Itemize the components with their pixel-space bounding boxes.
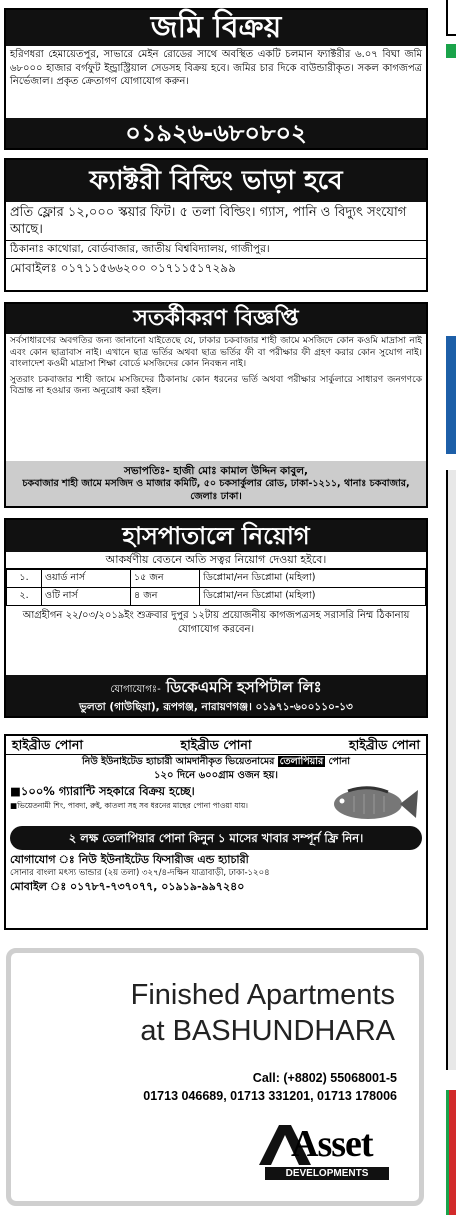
- asset-line2: at BASHUNDHARA: [140, 1015, 395, 1047]
- fish-fry-bullet2-text: ভিয়েতনামী শিং, পাবদা, রুই, কাতলা সহ সব ধরনের মাছের পোনা পাওয়া যায়।: [17, 801, 248, 810]
- job-count: ১৫ জন: [131, 570, 200, 588]
- fish-fry-line1b: তেলাপিয়ার: [279, 756, 324, 767]
- strip-red: [446, 1090, 456, 1215]
- hospital-title: হাসপাতালে নিয়োগ: [6, 520, 426, 552]
- hospital-jobs-table: [6, 569, 426, 606]
- job-no: ১.: [7, 570, 42, 588]
- strip-blue: [446, 336, 456, 454]
- fish-fry-bullet1: ■১০০% গ্যারান্টি সহকারে বিক্রয় হচ্ছে।: [10, 784, 195, 798]
- fish-fry-bullets: [6, 782, 426, 826]
- job-count: ৪ জন: [131, 588, 200, 606]
- asset-phones: 01713 046689, 01713 331201, 01713 178006: [143, 1089, 397, 1103]
- factory-rent-address: ঠিকানাঃ কাথোরা, বোর্ডবাজার, জাতীয় বিশ্ববিদ্যালয়, গাজীপুর।: [6, 240, 426, 258]
- fish-fry-head: [6, 736, 426, 754]
- hospital-contact-label: যোগাযোগঃ-: [110, 684, 161, 695]
- adjacent-column-strip: [446, 0, 456, 1215]
- job-qual: ডিপ্লোমা/নন ডিপ্লোমা (মহিলা): [200, 588, 426, 606]
- land-sale-ad: [4, 8, 428, 150]
- hospital-contact: [10, 677, 422, 700]
- hospital-intro: আকর্ষণীয় বেতনে অতি সত্বর নিয়োগ দেওয়া হইবে।: [6, 552, 426, 569]
- strip-grey-panel: [446, 470, 456, 1070]
- asset-line1: Finished Apartments: [130, 979, 395, 1011]
- factory-rent-ad: [4, 158, 428, 292]
- hospital-address: ভুলতা (গাউছিয়া), রূপগঞ্জ, নারায়ণগঞ্জ। ০১৯৭১-৬০০১১০-১৩: [79, 701, 353, 713]
- land-sale-phone: ০১৯২৬-৬৮০৮০২: [6, 118, 426, 148]
- fish-fry-line1: [6, 754, 426, 769]
- fish-fry-line2: ১২০ দিনে ৬০০গ্রাম ওজন হয়।: [154, 770, 278, 781]
- asset-apartment-ad: [6, 948, 424, 1206]
- fish-fry-head-1: হাইব্রীড পোনা: [12, 737, 83, 752]
- factory-rent-line1: প্রতি ফ্লোর ১২,০০০ স্কয়ার ফিট। ৫ তলা বিল্ডিং। গ্যাস, পানি ও বিদ্যুৎ সংযোগ আছে।: [10, 205, 407, 237]
- asset-logo-text: Asset: [291, 1123, 373, 1165]
- asset-logo-sub: DEVELOPMENTS: [265, 1167, 389, 1180]
- fish-fry-line1a: নিউ ইউনাইটেড হ্যাচারী আমদানীকৃত ভিয়েতনামের: [81, 756, 275, 767]
- job-qual: ডিপ্লোমা/নন ডিপ্লোমা (মহিলা): [200, 570, 426, 588]
- strip-green: [446, 44, 456, 58]
- fish-fry-ad: [4, 734, 428, 930]
- warning-notice-title: সতর্কীকরণ বিজ্ঞপ্তি: [6, 304, 426, 334]
- warning-notice-signer: সভাপতিঃ- হাজী মোঃ কামাল উদ্দিন কাবুল,: [123, 465, 309, 477]
- strip-top-frame: [446, 0, 456, 36]
- job-no: ২.: [7, 588, 42, 606]
- fish-fry-contact: যোগাযোগ ঃ নিউ ইউনাইটেড ফিসারীজ এন্ড হ্যাচারী: [10, 853, 249, 866]
- asset-logo: [257, 1121, 389, 1185]
- job-post: ওয়ার্ড নার্স: [42, 570, 131, 588]
- hospital-recruitment-ad: [4, 518, 428, 718]
- warning-notice-body1: সর্বসাধারণের অবগতির জন্য জানানো যাইতেছে যে, ঢাকার চকবাজার শাহী জামে মসজিদে কোন কওমি মাদ্রাসা নাই এবং কোন ছাত্রাবাস নাই। এখানে ছাত্র ভর্তির অথবা ছাত্র ভর্তির ফী বা পরীক্ষার ফী গ্রহণ করার কোন সুযোগ নাই। বাংলাদেশ কওমী মাদ্রাসা শিক্ষা বোর্ডে মসজিদের কোন নিবন্ধন নাই।: [10, 336, 422, 369]
- hospital-contact-name: ডিকেএমসি হসপিটাল লিঃ: [165, 678, 322, 696]
- factory-rent-mobile: মোবাইলঃ ০১৭১১৫৬৬২০০ ০১৭১১৫১৭২৯৯: [6, 258, 426, 278]
- job-post: ওটি নার্স: [42, 588, 131, 606]
- land-sale-title: জমি বিক্রয়: [6, 10, 426, 46]
- hospital-contact-band: [6, 675, 426, 716]
- fish-fry-bullet1-text: ১০০% গ্যারান্টি সহকারে বিক্রয় হচ্ছে।: [20, 784, 195, 798]
- warning-notice-ad: [4, 302, 428, 508]
- land-sale-body: হরিণধরা হেমায়েতপুর, সাভারে মেইন রোডের সাথে অবস্থিত একটি চলমান ফ্যাক্টরীর ৬.০৭ বিঘা জমি ৬৮০০০ হাজার বর্গফুট ইন্ড্রাস্ট্রিয়াল সেডসহ বিক্রয় হবে। জমির চার দিকে বাউন্ডারীকৃত। সকল কাগজপত্র নির্ভেজাল। প্রকৃত ক্রেতাগণ যোগাযোগ করুন।: [10, 49, 422, 87]
- warning-notice-org: চকবাজার শাহী জামে মসজিদ ও মাজার কমিটি, ৫০ চকসার্কুলার রোড, ঢাকা-১২১১, থানাঃ চকবাজার, জেলাঃ ঢাকা।: [22, 478, 410, 502]
- fish-fry-bullet2: ■ভিয়েতনামী শিং, পাবদা, রুই, কাতলা সহ সব ধরনের মাছের পোনা পাওয়া যায়।: [10, 801, 248, 810]
- asset-call: Call: (+8802) 55068001-5: [252, 1071, 397, 1085]
- table-row: [7, 570, 426, 588]
- fish-fry-head-3: হাইব্রীড পোনা: [349, 737, 420, 752]
- warning-notice-body2: সুতরাং চকবাজার শাহী জামে মসজিদের ঠিকানায় কোন ধরনের ভর্তি অথবা পরীক্ষার সার্কুলারে সাধারণ জনগণকে বিভ্রান্ত না হওয়ার জন্য অনুরোধ করা হইল।: [10, 374, 422, 396]
- fish-fry-line1c: পোনা: [328, 756, 351, 767]
- fish-fry-address: সোনার বাংলা মৎস্য ভান্ডার (২য় তলা) ৩২৭/৪-দক্ষিন যাত্রাবাড়ী, ঢাকা-১২০৪: [10, 868, 270, 878]
- fish-fry-mobile: মোবাইল ঃ ০১৭৮৭-৭৩৭০৭৭, ০১৯১৯-৯৯৭২৪০: [10, 880, 245, 893]
- table-row: [7, 588, 426, 606]
- tilapia-fish-icon: [324, 782, 420, 824]
- fish-fry-head-2: হাইব্রীড পোনা: [180, 737, 252, 752]
- fish-fry-offer: ২ লক্ষ তেলাপিয়ার পোনা কিনুন ১ মাসের খাবার সম্পূর্ন ফ্রি নিন।: [10, 826, 422, 850]
- factory-rent-title: ফ্যাক্টরী বিল্ডিং ভাড়া হবে: [6, 160, 426, 202]
- warning-notice-signature: [6, 461, 426, 506]
- hospital-note: আগ্রহীগন ২২/০৩/২০১৯ইং শুক্রবার দুপুর ১২টায় প্রয়োজনীয় কাগজপত্রসহ সরাসরি নিম্ম ঠিকানায় যোগাযোগ করবেন।: [22, 610, 410, 635]
